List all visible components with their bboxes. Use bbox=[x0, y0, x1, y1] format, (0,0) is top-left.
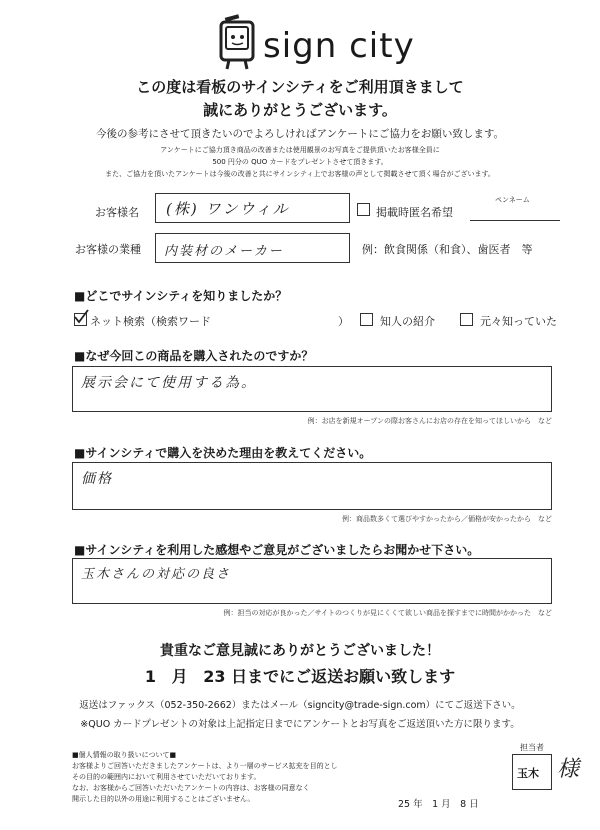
privacy-line2: その目的の範囲内において利用させていただいております。 bbox=[72, 773, 261, 781]
header-note1: アンケートにご協力頂き商品の改善または使用観景のお写真をご提供頂いたお客様全員に bbox=[160, 146, 440, 154]
q3-example: 例：商品数多くて選びやすかったから／価格が安かったから など bbox=[342, 515, 552, 523]
deadline-text: 日までにご返送お願い致します bbox=[231, 667, 456, 686]
q1-opt1-close: ） bbox=[338, 315, 349, 328]
privacy-line4: 開示した目的以外の用途に利用することはございません。 bbox=[72, 795, 255, 803]
footer-date: 25 年 1 月 8 日 bbox=[398, 799, 479, 810]
q1-opt1-label: ネット検索（検索ワード bbox=[90, 315, 211, 328]
return-info: 返送はファックス（052-350-2662）またはメール（signcity@trade-sign.com）にてご返送下さい。 bbox=[79, 700, 521, 711]
deadline-month-label: 月 bbox=[171, 667, 188, 686]
q3-answer-box[interactable] bbox=[72, 462, 552, 510]
check-mark-icon bbox=[73, 309, 89, 325]
q4-answer-box[interactable] bbox=[72, 558, 552, 604]
closing-thanks: 貴重なご意見誠にありがとうございました！ bbox=[160, 643, 440, 659]
q1-opt2-label: 知人の紹介 bbox=[380, 315, 435, 328]
industry-label: お客様の業種 bbox=[75, 243, 141, 256]
q1-title: ■どこでサインシティを知りましたか？ bbox=[74, 289, 288, 303]
logo bbox=[215, 12, 415, 74]
privacy-line3: なお、お客様からご回答いただいたアンケートの内容は、お客様の同意なく bbox=[72, 784, 310, 792]
q1-opt1-checkbox[interactable] bbox=[74, 313, 87, 326]
q2-answer: 展示会にて使用する為。 bbox=[81, 375, 257, 391]
publish-label: 掲載時匿名希望 bbox=[376, 206, 453, 219]
deadline-day: 23 bbox=[203, 667, 226, 686]
name-field[interactable] bbox=[155, 193, 350, 223]
header-line2: 誠にありがとうございます。 bbox=[203, 101, 397, 119]
privacy-line1: お客様よりご回答いただきましたアンケートは、より一層のサービス拡充を目的とし bbox=[72, 762, 338, 770]
q1-opt3-checkbox[interactable] bbox=[460, 313, 473, 326]
deadline-month: 1 bbox=[144, 667, 157, 686]
deadline-line bbox=[0, 664, 600, 687]
q2-example: 例：お店を新規オープンの際お客さんにお店の存在を知ってほしいから など bbox=[307, 417, 552, 425]
industry-field[interactable] bbox=[155, 233, 350, 263]
name-value: (株) ワンウィル bbox=[166, 200, 290, 218]
staff-label: 担当者 bbox=[520, 743, 544, 752]
q3-title: ■サインシティで購入を決めた理由を教えてください。 bbox=[74, 446, 372, 460]
q2-answer-box[interactable] bbox=[72, 366, 552, 412]
q1-opt3-label: 元々知っていた bbox=[480, 315, 557, 328]
header-note3: また、ご協力を頂いたアンケートは今後の改善と共にサインシティ上でお客様の声として掲載させて頂く場合がございます。 bbox=[105, 170, 495, 178]
publish-checkbox[interactable] bbox=[357, 203, 370, 216]
penname-field[interactable] bbox=[470, 220, 560, 221]
sign-mascot-icon bbox=[215, 12, 261, 72]
name-label: お客様名 bbox=[95, 206, 139, 219]
privacy-title: ■個人情報の取り扱いについて■ bbox=[72, 751, 177, 759]
quo-note: ※QUO カードプレゼントの対象は上記指定日までにアンケートとお写真をご返送頂いた方に限ります。 bbox=[80, 719, 520, 730]
q2-title: ■なぜ今回この商品を購入されたのですか？ bbox=[74, 349, 314, 363]
q1-opt2-checkbox[interactable] bbox=[360, 313, 373, 326]
penname-label: ペンネーム bbox=[495, 196, 530, 204]
header-line1: この度は看板のサインシティをご利用頂きまして bbox=[136, 78, 464, 96]
industry-example: 例：飲食関係（和食）、歯医者 等 bbox=[362, 243, 533, 256]
brand-name: sign city bbox=[263, 26, 415, 66]
header-line3: 今後の参考にさせて頂きたいのでよろしければアンケートにご協力をお願い致します。 bbox=[95, 128, 505, 140]
staff-stamp-box bbox=[512, 754, 552, 790]
staff-name: 玉木 bbox=[517, 767, 539, 780]
q4-title: ■サインシティを利用した感想やご意見がございましたらお聞かせ下さい。 bbox=[74, 543, 480, 557]
honorific: 様 bbox=[557, 757, 582, 782]
q4-answer: 玉木さんの対応の良さ bbox=[81, 567, 232, 582]
q4-example: 例：担当の対応が良かった／サイトのつくりが見にくくて欲しい商品を探すまでに時間がかかった など bbox=[223, 609, 552, 617]
industry-value: 内装材のメーカー bbox=[164, 244, 284, 259]
q3-answer: 価格 bbox=[81, 471, 113, 487]
header-note2: 500 円分の QUO カードをプレゼントさせて頂きます。 bbox=[212, 158, 388, 166]
